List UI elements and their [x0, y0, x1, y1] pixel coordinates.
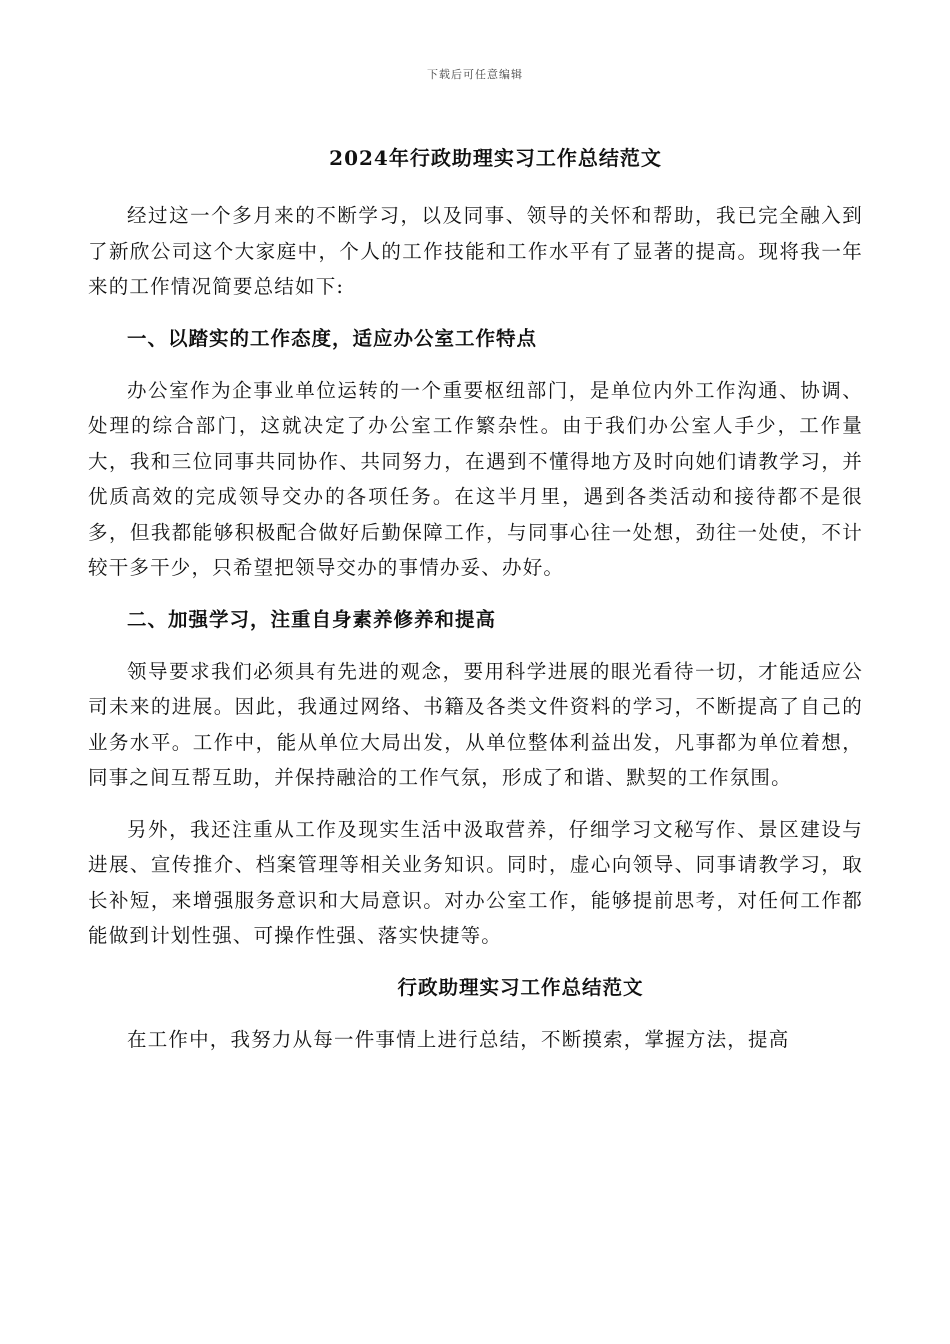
second-document-title: 行政助理实习工作总结范文 — [397, 975, 644, 999]
section-2-paragraph-2: 另外，我还注重从工作及现实生活中汲取营养，仔细学习文秘写作、景区建设与进展、宣传推介、档案管理等相关业务知识。同时，虚心向领导、同事请教学习，取长补短，来增强服务意识和大局意识。对办公室工作，能够提前思考，对任何工作都能做到计划性强、可操作性强、落实快捷等。 — [88, 817, 863, 947]
header-note: 下载后可任意编辑 — [427, 68, 523, 81]
section-2-paragraph-1: 领导要求我们必须具有先进的观念，要用科学进展的眼光看待一切，才能适应公司未来的进展。因此，我通过网络、书籍及各类文件资料的学习，不断提高了自己的业务水平。工作中，能从单位大局出发，从单位整体利益出发，凡事都为单位着想，同事之间互帮互助，并保持融洽的工作气氛，形成了和谐、默契的工作氛围。 — [88, 659, 863, 789]
section-2-heading: 二、加强学习，注重自身素养修养和提高 — [127, 607, 497, 631]
section-1-heading: 一、以踏实的工作态度，适应办公室工作特点 — [127, 326, 538, 350]
document-body — [88, 138, 863, 1073]
closing-paragraph: 在工作中，我努力从每一件事情上进行总结，不断摸索，掌握方法，提高 — [127, 1027, 790, 1051]
document-title: 2024年行政助理实习工作总结范文 — [329, 146, 662, 170]
section-1-paragraph: 办公室作为企事业单位运转的一个重要枢纽部门，是单位内外工作沟通、协调、处理的综合部门，这就决定了办公室工作繁杂性。由于我们办公室人手少，工作量大，我和三位同事共同协作、共同努力，在遇到不懂得地方及时向她们请教学习，并优质高效的完成领导交办的各项任务。在这半月里，遇到各类活动和接待都不是很多，但我都能够积极配合做好后勤保障工作，与同事心往一处想，劲往一处使，不计较干多干少，只希望把领导交办的事情办妥、办好。 — [88, 378, 863, 579]
intro-paragraph: 经过这一个多月来的不断学习，以及同事、领导的关怀和帮助，我已完全融入到了新欣公司这个大家庭中，个人的工作技能和工作水平有了显著的提高。现将我一年来的工作情况简要总结如下: — [88, 204, 863, 298]
